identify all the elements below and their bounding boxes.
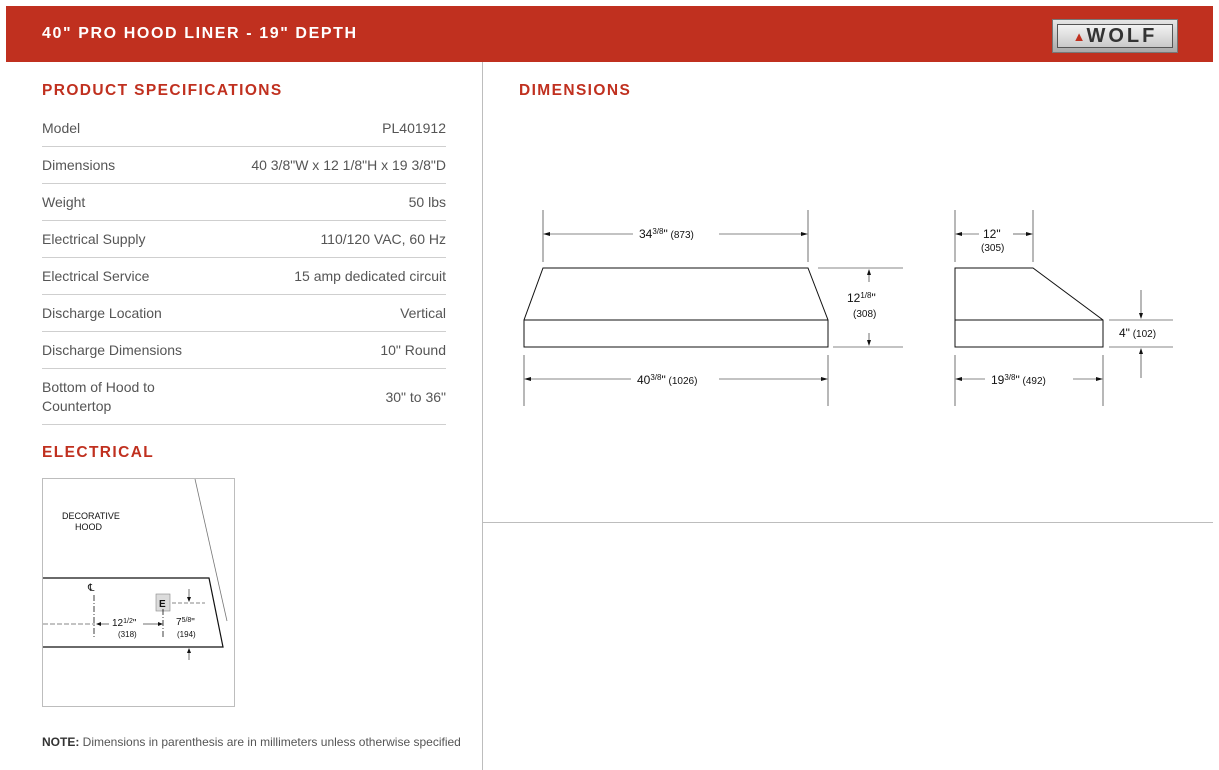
top-width-label: $34^{3/8}$" (873) xyxy=(639,227,694,241)
spec-value: PL401912 xyxy=(382,120,446,136)
spec-row xyxy=(42,295,446,332)
decorative-hood-label-1: DECORATIVE xyxy=(62,511,120,521)
spec-label: Electrical Service xyxy=(42,267,150,284)
specs-title: PRODUCT SPECIFICATIONS xyxy=(42,82,283,99)
spec-row xyxy=(42,369,446,425)
spec-row xyxy=(42,258,446,295)
side-top-mm: (305) xyxy=(981,243,1005,254)
side-depth-label: $19^{3/8}$" (492) xyxy=(991,373,1046,387)
electrical-diagram xyxy=(42,478,235,707)
electrical-title: ELECTRICAL xyxy=(42,444,155,461)
spec-label: Dimensions xyxy=(42,156,116,173)
dim-label: $7^{5/8}$" xyxy=(176,617,195,628)
bottom-width-label: $40^{3/8}$" (1026) xyxy=(637,373,698,387)
side-view-outline xyxy=(955,268,1103,347)
spec-label: Discharge Dimensions xyxy=(42,341,183,358)
spec-row xyxy=(42,332,446,369)
spec-value: Vertical xyxy=(400,305,446,321)
spec-row xyxy=(42,147,446,184)
spec-label: Model xyxy=(42,119,81,136)
spec-label: Discharge Location xyxy=(42,304,162,321)
dim-mm: (318) xyxy=(118,630,137,639)
dimensions-drawing xyxy=(483,190,1219,490)
wolf-logo xyxy=(1052,19,1178,53)
spec-row xyxy=(42,110,446,147)
spec-value: 15 amp dedicated circuit xyxy=(294,268,446,284)
spec-label: Electrical Supply xyxy=(42,230,146,247)
electrical-drawing xyxy=(43,479,234,706)
spec-value: 110/120 VAC, 60 Hz xyxy=(320,231,446,247)
spec-label: Bottom of Hood to Countertop xyxy=(42,378,155,414)
spec-value: 10" Round xyxy=(380,342,446,358)
spec-row xyxy=(42,184,446,221)
height-label: $12^{1/8}$" xyxy=(847,291,876,305)
side-front-label: 4" (102) xyxy=(1119,326,1157,340)
centerline-symbol: ℄ xyxy=(88,583,95,594)
decorative-hood-label-2: HOOD xyxy=(75,522,102,532)
dim-label: $12^{1/2}$" xyxy=(112,618,137,629)
flame-icon: ▲ xyxy=(1072,28,1086,44)
section-divider xyxy=(483,522,1213,523)
spec-row xyxy=(42,221,446,258)
spec-value: 50 lbs xyxy=(408,194,446,210)
spec-table xyxy=(42,110,446,425)
logo-text: WOLF xyxy=(1086,24,1158,47)
spec-label: Weight xyxy=(42,193,86,210)
side-top-label: 12" xyxy=(983,227,1001,241)
front-view-outline xyxy=(524,268,828,347)
note-text: Dimensions in parenthesis are in millimeters unless otherwise specified xyxy=(79,735,461,749)
height-mm: (308) xyxy=(853,309,877,320)
dimensions-title: DIMENSIONS xyxy=(519,82,632,99)
page-title: 40" PRO HOOD LINER - 19" DEPTH xyxy=(42,25,358,42)
spec-value: 40 3/8"W x 12 1/8"H x 19 3/8"D xyxy=(251,157,446,173)
note xyxy=(42,735,462,750)
note-label: NOTE: xyxy=(42,735,80,749)
dim-mm: (194) xyxy=(177,630,196,639)
header-bar xyxy=(6,6,1213,62)
spec-value: 30" to 36" xyxy=(385,388,446,405)
electrical-box-label: E xyxy=(159,599,166,610)
decorative-hood-edge xyxy=(195,479,227,621)
